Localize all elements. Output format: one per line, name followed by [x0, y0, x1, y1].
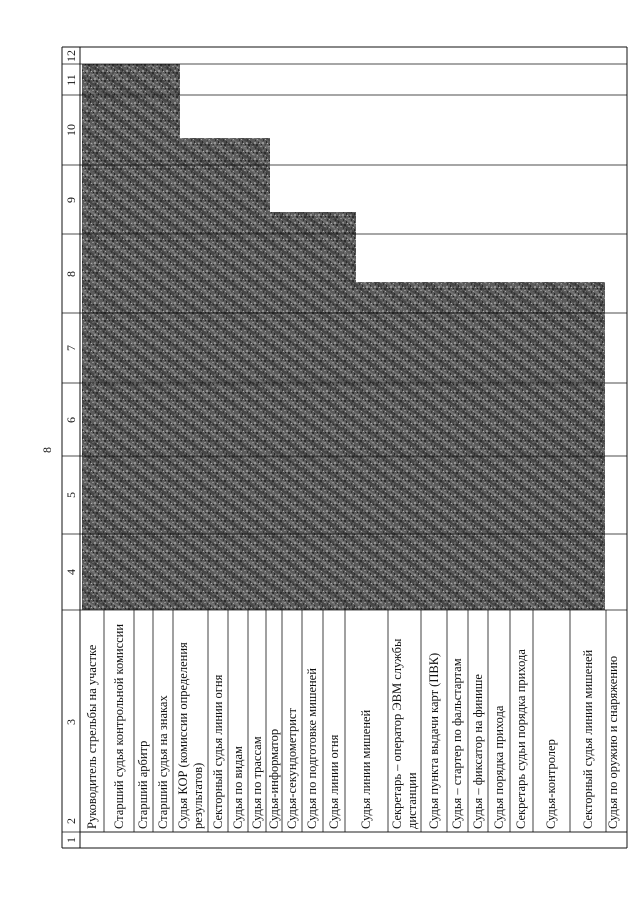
column-header-11: 11 — [64, 74, 78, 86]
row-role-19: Секретарь судьи порядка прихода — [514, 649, 528, 829]
row-role-20: Судья-контролер — [544, 739, 558, 829]
row-role-4: Старший судья на знаках — [155, 695, 170, 829]
row-role-14: Секретарь – оператор ЭВМ службы дистанции — [389, 638, 419, 829]
row-role-16: Судья – стартер по фальстартам — [450, 658, 464, 829]
shaded-texture-2 — [180, 138, 270, 610]
row-role-13: Судья линии мишеней — [359, 709, 373, 829]
column-header-5: 5 — [64, 492, 78, 498]
column-header-4: 4 — [64, 569, 78, 575]
row-role-6: Секторный судья линии огня — [210, 674, 225, 829]
column-header-12: 12 — [64, 50, 78, 62]
row-role-5: Судья КОР (комиссии определения результатов) — [175, 642, 205, 829]
row-role-17: Судья – фиксатор на финише — [470, 674, 485, 829]
column-header-1: 1 — [64, 837, 78, 843]
shaded-texture-1 — [82, 64, 180, 610]
shaded-area — [82, 64, 605, 610]
column-header-2: 2 — [64, 818, 78, 824]
column-header-3: 3 — [64, 719, 78, 725]
column-header-9: 9 — [64, 197, 78, 203]
row-role-21: Секторный судья линии мишеней — [580, 649, 595, 829]
column-header-10: 10 — [64, 124, 78, 136]
row-role-9: Судья-информатор — [266, 728, 281, 829]
row-role-15: Судья пункта выдачи карт (ПВК) — [426, 652, 441, 829]
row-role-7: Судья по видам — [230, 746, 245, 829]
row-role-1: Руководитель стрельбы на участке — [84, 644, 99, 829]
shaded-texture-4 — [356, 282, 605, 610]
row-role-18: Судья порядка прихода — [491, 705, 506, 829]
row-role-11: Судья по подготовке мишеней — [305, 668, 319, 829]
shaded-texture-3 — [270, 212, 356, 610]
column-header-7: 7 — [64, 345, 78, 351]
row-role-10: Судья-секундометрист — [284, 708, 299, 829]
row-role-3: Старший арбитр — [136, 740, 150, 829]
row-role-8: Судья по трассам — [249, 736, 264, 829]
page-number: 8 — [40, 447, 54, 453]
row-role-22: Судья по оружию и снаряжению — [606, 655, 620, 829]
row-role-12: Судья линии огня — [326, 734, 341, 829]
column-header-8: 8 — [64, 271, 78, 277]
column-header-6: 6 — [64, 417, 78, 423]
row-role-2: Старший судья контрольной комиссии — [111, 623, 126, 829]
